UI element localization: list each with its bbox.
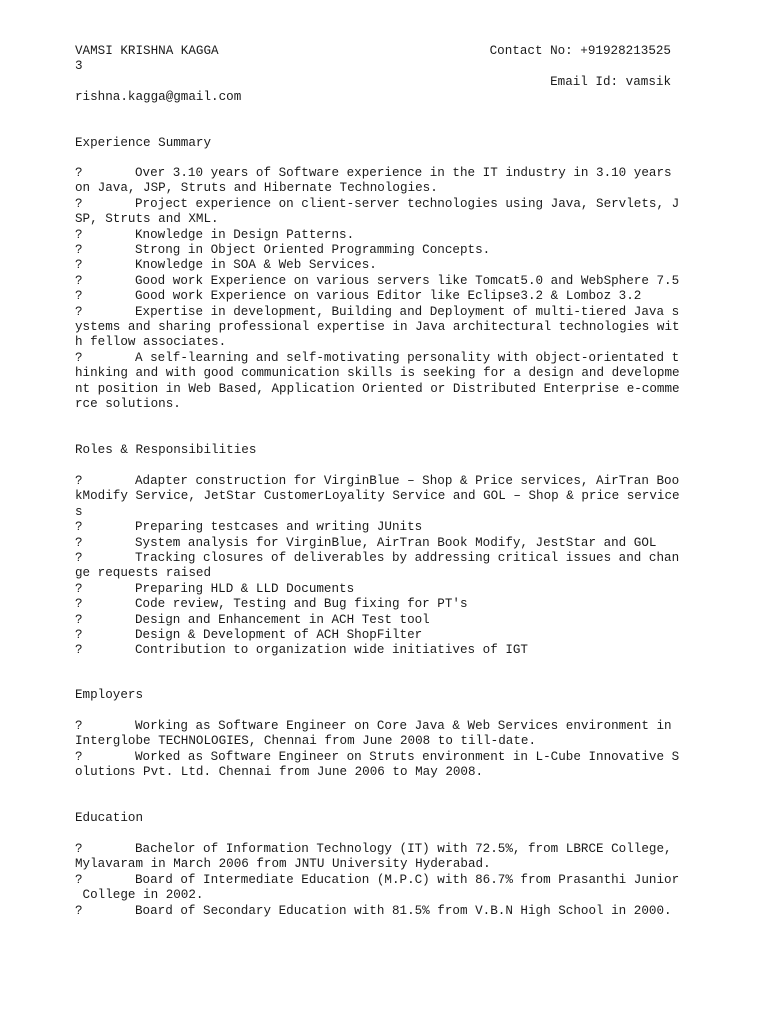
- bullet-marker: ?: [75, 258, 83, 273]
- bullet-marker: ?: [75, 612, 83, 627]
- bullet-marker: ?: [75, 289, 83, 304]
- bullet-marker: ?: [75, 719, 83, 733]
- roles-item-line: Tracking closures of deliverables by addressing critical issues and chan: [135, 551, 680, 565]
- experience-item-line: Over 3.10 years of Software experience in the IT industry in 3.10 years: [135, 166, 672, 180]
- employers-item-line: Worked as Software Engineer on Struts environment in L-Cube Innovative S: [135, 749, 680, 764]
- bullet-marker: ?: [75, 227, 83, 242]
- experience-item-line: Good work Experience on various Editor like Eclipse3.2 & Lomboz 3.2: [135, 289, 642, 304]
- roles-item-line: Design & Development of ACH ShopFilter: [135, 628, 423, 642]
- roles-heading: Roles & Responsibilities: [75, 443, 257, 457]
- education-item-line: Mylavaram in March 2006 from JNTU University Hyderabad.: [75, 857, 491, 872]
- experience-item-line: Knowledge in SOA & Web Services.: [135, 258, 377, 273]
- bullet-marker: ?: [75, 196, 83, 211]
- employers-heading: Employers: [75, 688, 144, 702]
- education-item-line: College in 2002.: [75, 888, 204, 903]
- bullet-marker: ?: [75, 166, 83, 180]
- experience-item-line: Project experience on client-server technologies using Java, Servlets, J: [135, 196, 680, 211]
- bullet-marker: ?: [75, 535, 83, 550]
- bullet-marker: ?: [75, 628, 83, 642]
- experience-item-line: hinking and with good communication skills is seeking for a design and developme: [75, 366, 680, 381]
- education-item-line: Board of Intermediate Education (M.P.C) with 86.7% from Prasanthi Junior: [135, 872, 680, 887]
- roles-item-line: System analysis for VirginBlue, AirTran Book Modify, JestStar and GOL: [135, 535, 657, 550]
- experience-item-line: nt position in Web Based, Application Oriented or Distributed Enterprise e-comme: [75, 381, 680, 396]
- roles-item-line: Adapter construction for VirginBlue – Shop & Price services, AirTran Boo: [135, 474, 680, 488]
- roles-item-line: Contribution to organization wide initiatives of IGT: [135, 643, 528, 658]
- bullet-marker: ?: [75, 474, 83, 488]
- bullet-marker: ?: [75, 350, 83, 365]
- employers-item-line: Working as Software Engineer on Core Java & Web Services environment in: [135, 719, 672, 733]
- bullet-marker: ?: [75, 842, 83, 856]
- experience-item-line: h fellow associates.: [75, 335, 227, 350]
- roles-item-line: Preparing HLD & LLD Documents: [135, 581, 355, 596]
- roles-item-line: kModify Service, JetStar CustomerLoyality Service and GOL – Shop & price service: [75, 489, 680, 504]
- education-heading: Education: [75, 811, 144, 825]
- experience-item-line: on Java, JSP, Struts and Hibernate Technologies.: [75, 181, 438, 196]
- bullet-marker: ?: [75, 551, 83, 565]
- experience-item-line: ystems and sharing professional expertise in Java architectural technologies wit: [75, 320, 680, 334]
- bullet-marker: ?: [75, 749, 83, 764]
- experience-item-line: Good work Experience on various servers like Tomcat5.0 and WebSphere 7.5: [135, 273, 680, 288]
- contact-number: Contact No: +91928213525: [489, 44, 671, 58]
- experience-item-line: A self-learning and self-motivating personality with object-orientated t: [135, 350, 680, 365]
- education-item-line: Bachelor of Information Technology (IT) with 72.5%, from LBRCE College,: [135, 842, 672, 856]
- contact-number-wrap: 3: [75, 59, 83, 73]
- experience-item-line: SP, Struts and XML.: [75, 212, 219, 227]
- employers-item-line: Interglobe TECHNOLOGIES, Chennai from June 2008 to till-date.: [75, 734, 537, 749]
- bullet-marker: ?: [75, 581, 83, 596]
- experience-item-line: Expertise in development, Building and Deployment of multi-tiered Java s: [135, 304, 680, 319]
- bullet-marker: ?: [75, 903, 83, 918]
- bullet-marker: ?: [75, 643, 83, 658]
- bullet-marker: ?: [75, 273, 83, 288]
- candidate-name: VAMSI KRISHNA KAGGA: [75, 44, 219, 58]
- bullet-marker: ?: [75, 597, 83, 612]
- roles-item-line: ge requests raised: [75, 566, 212, 581]
- bullet-marker: ?: [75, 243, 83, 257]
- roles-item-line: Preparing testcases and writing JUnits: [135, 520, 423, 535]
- email-label: Email Id: vamsik: [550, 75, 671, 89]
- email-wrap: rishna.kagga@gmail.com: [75, 90, 242, 104]
- experience-item-line: rce solutions.: [75, 397, 181, 411]
- roles-item-line: Code review, Testing and Bug fixing for PT's: [135, 597, 468, 612]
- experience-heading: Experience Summary: [75, 136, 212, 150]
- bullet-marker: ?: [75, 520, 83, 535]
- roles-item-line: s: [75, 504, 83, 519]
- employers-item-line: olutions Pvt. Ltd. Chennai from June 2006 to May 2008.: [75, 765, 484, 780]
- experience-item-line: Knowledge in Design Patterns.: [135, 227, 355, 242]
- experience-item-line: Strong in Object Oriented Programming Concepts.: [135, 243, 491, 257]
- roles-item-line: Design and Enhancement in ACH Test tool: [135, 612, 430, 627]
- education-item-line: Board of Secondary Education with 81.5% from V.B.N High School in 2000.: [135, 903, 672, 918]
- bullet-marker: ?: [75, 872, 83, 887]
- bullet-marker: ?: [75, 304, 83, 319]
